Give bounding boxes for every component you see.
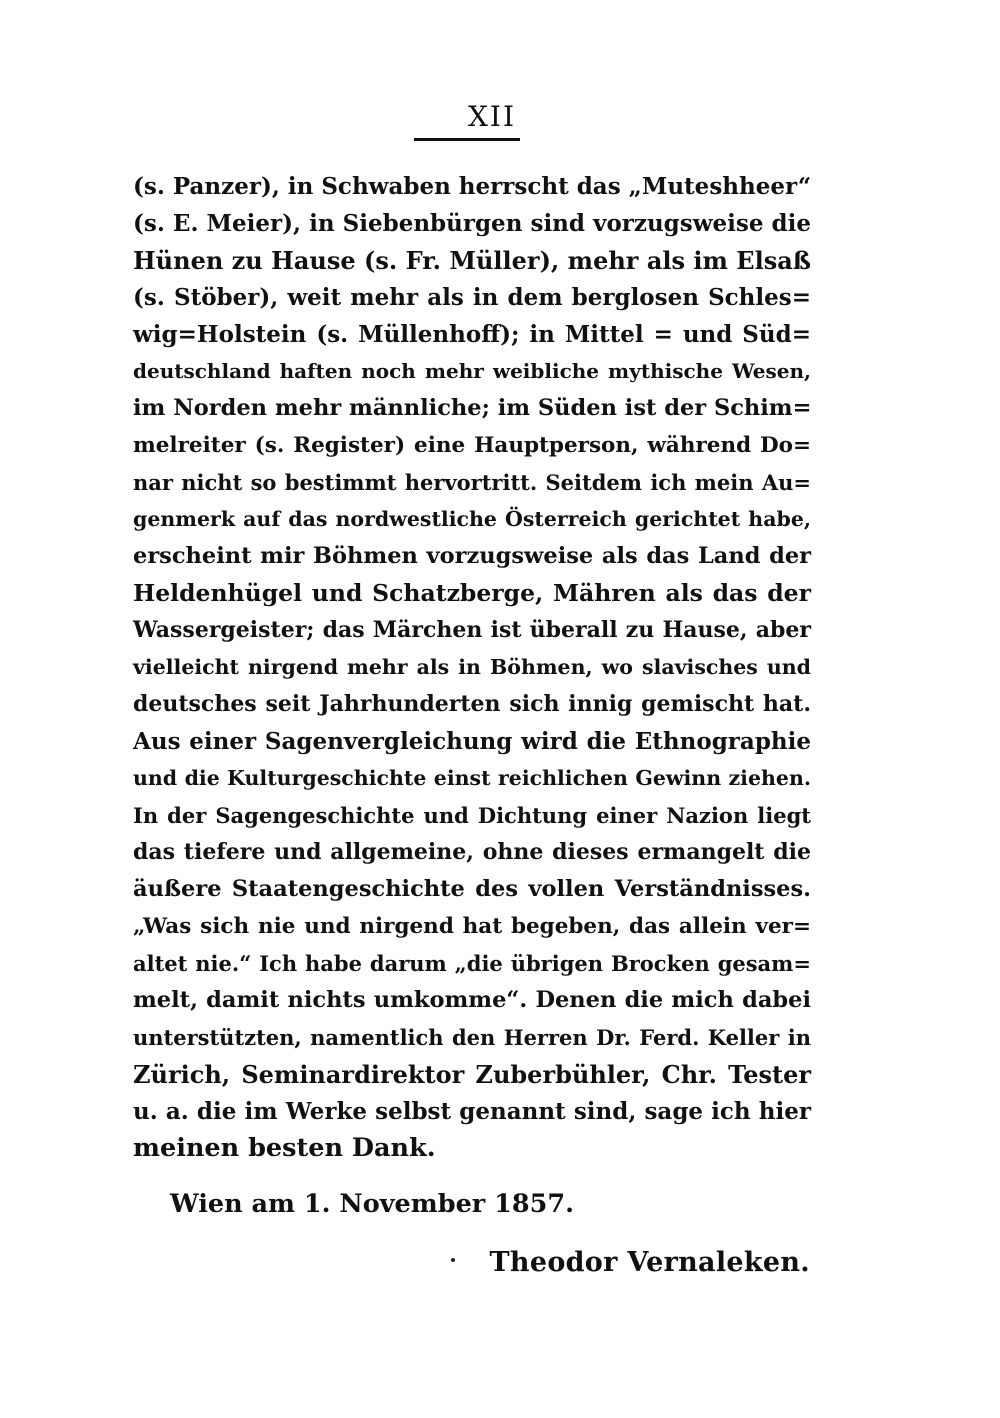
- text-line: melreiter (s. Register) eine Hauptperson, während Do=: [133, 433, 811, 458]
- text-line: Wassergeister; das Märchen ist überall zu Hause, aber: [133, 617, 811, 643]
- text-line: im Norden mehr männliche; im Süden ist der Schim=: [133, 395, 812, 421]
- text-line: äußere Staatengeschichte des vollen Verständnisses.: [133, 876, 811, 902]
- text-line: und die Kulturgeschichte einst reichlichen Gewinn ziehen.: [133, 766, 811, 790]
- text-line: genmerk auf das nordwestliche Österreich gerichtet habe,: [133, 507, 811, 531]
- author-signature: Theodor Vernaleken.: [489, 1247, 810, 1278]
- text-line: Zürich, Seminardirektor Zuberbühler, Chr. Tester: [133, 1060, 811, 1089]
- preface-body: [133, 168, 811, 1167]
- text-line: unterstützten, namentlich den Herren Dr. Ferd. Keller in: [133, 1025, 811, 1050]
- text-line: wig=Holstein (s. Müllenhoff); in Mittel = und Süd=: [133, 321, 811, 348]
- text-line: In der Sagengeschichte und Dichtung einer Nazion liegt: [133, 803, 811, 828]
- text-line: meinen besten Dank.: [133, 1133, 436, 1163]
- dateline: Wien am 1. November 1857.: [170, 1189, 574, 1219]
- text-line: „Was sich nie und nirgend hat begeben, das allein ver=: [133, 914, 811, 939]
- text-line: erscheint mir Böhmen vorzugsweise als das Land der: [133, 543, 811, 569]
- text-line: (s. Stöber), weit mehr als in dem berglosen Schles=: [133, 284, 811, 311]
- header-rule: [414, 138, 520, 141]
- text-line: vielleicht nirgend mehr als in Böhmen, wo slavisches und: [133, 655, 811, 679]
- text-line: deutsches seit Jahrhunderten sich innig gemischt hat.: [133, 691, 811, 717]
- text-line: u. a. die im Werke selbst genannt sind, sage ich hier: [133, 1098, 811, 1125]
- text-line: altet nie.“ Ich habe darum „die übrigen Brocken gesam=: [133, 951, 811, 976]
- text-line: Heldenhügel und Schatzberge, Mähren als das der: [133, 579, 811, 607]
- text-line: Aus einer Sagenvergleichung wird die Ethnographie: [133, 728, 811, 755]
- text-line: (s. E. Meier), in Siebenbürgen sind vorzugsweise die: [133, 210, 811, 237]
- page-number: XII: [467, 100, 517, 133]
- text-line: Hünen zu Hause (s. Fr. Müller), mehr als im Elsaß: [133, 246, 811, 275]
- text-line: das tiefere und allgemeine, ohne dieses ermangelt die: [133, 839, 811, 865]
- text-line: nar nicht so bestimmt hervortritt. Seitdem ich mein Au=: [133, 470, 811, 495]
- text-line: melt, damit nichts umkomme“. Denen die mich dabei: [133, 987, 811, 1013]
- text-line: (s. Panzer), in Schwaben herrscht das „Muteshheer“: [133, 173, 812, 200]
- text-line: deutschland haften noch mehr weibliche mythische Wesen,: [133, 359, 811, 383]
- ink-speck: [451, 1258, 455, 1262]
